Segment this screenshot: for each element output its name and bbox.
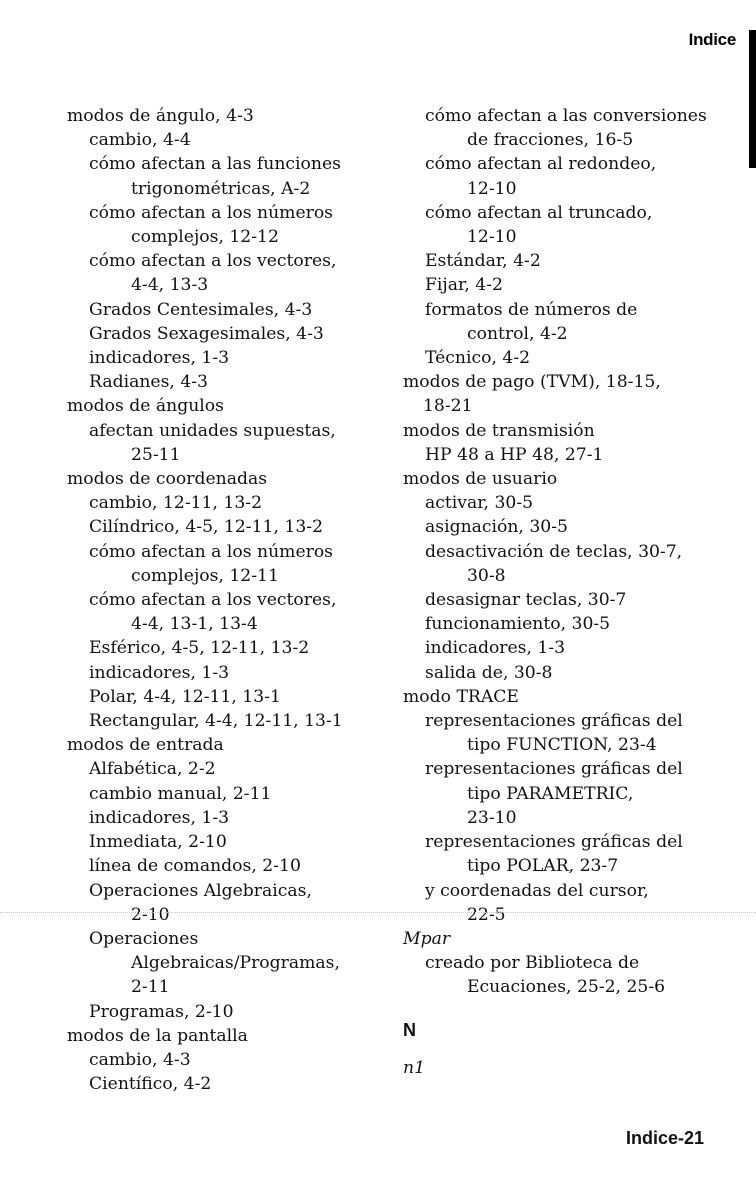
index-subentry — [67, 782, 367, 806]
index-subentry — [403, 588, 713, 612]
index-entry — [403, 1056, 713, 1080]
index-subentry — [67, 1000, 367, 1024]
entry-text: indicadores, 1-3 — [89, 807, 230, 828]
index-subentry — [403, 540, 713, 588]
index-column-left — [67, 104, 367, 1096]
entry-continuation: trigonométricas, A-2 — [131, 178, 311, 199]
index-subentry — [67, 1048, 367, 1072]
index-subentry — [403, 636, 713, 660]
index-subentry — [403, 249, 713, 273]
entry-continuation: Ecuaciones, 25-2, 25-6 — [467, 977, 666, 998]
index-subentry — [67, 322, 367, 346]
entry-continuation: 4-4, 13-3 — [131, 275, 209, 296]
entry-text: cómo afectan a los vectores, — [89, 251, 337, 272]
running-header: Indice — [688, 30, 736, 49]
entry-text: Estándar, 4-2 — [425, 251, 541, 272]
entry-text: Grados Sexagesimales, 4-3 — [89, 323, 324, 344]
entry-text: Fijar, 4-2 — [425, 275, 503, 296]
index-subentry — [67, 346, 367, 370]
entry-text: modos de entrada — [67, 735, 224, 756]
index-entry — [403, 419, 713, 443]
entry-continuation: complejos, 12-12 — [131, 227, 279, 248]
entry-text: modo TRACE — [403, 686, 519, 707]
entry-text: modos de ángulos — [67, 396, 224, 417]
entry-text: indicadores, 1-3 — [425, 638, 566, 659]
index-letter-heading — [403, 1018, 713, 1042]
entry-text: representaciones gráficas del — [425, 711, 683, 732]
index-entry — [67, 733, 367, 757]
entry-text: representaciones gráficas del — [425, 832, 683, 853]
index-subentry — [67, 370, 367, 394]
entry-text: Cilíndrico, 4-5, 12-11, 13-2 — [89, 517, 324, 538]
index-entry — [403, 685, 713, 709]
entry-text: Esférico, 4-5, 12-11, 13-2 — [89, 638, 310, 659]
entry-continuation: tipo PARAMETRIC, — [467, 783, 634, 804]
index-subentry — [403, 879, 713, 927]
entry-text: Programas, 2-10 — [89, 1001, 234, 1022]
entry-text: activar, 30-5 — [425, 493, 534, 514]
index-subentry — [67, 636, 367, 660]
entry-text: representaciones gráficas del — [425, 759, 683, 780]
index-subentry — [67, 491, 367, 515]
index-subentry — [403, 273, 713, 297]
index-subentry — [403, 709, 713, 757]
index-subentry — [67, 1072, 367, 1096]
index-subentry — [403, 346, 713, 370]
entry-text: cómo afectan al redondeo, — [425, 154, 657, 175]
entry-continuation: 12-10 — [467, 227, 517, 248]
index-subentry — [67, 806, 367, 830]
entry-text: y coordenadas del cursor, — [425, 880, 649, 901]
entry-text: Operaciones — [89, 928, 199, 949]
index-subentry — [403, 661, 713, 685]
index-subentry — [403, 443, 713, 467]
index-subentry — [403, 515, 713, 539]
entry-text: modos de coordenadas — [67, 469, 268, 490]
entry-continuation: 23-10 — [467, 807, 517, 828]
entry-text: Operaciones Algebraicas, — [89, 880, 312, 901]
entry-text: Polar, 4-4, 12-11, 13-1 — [89, 686, 281, 707]
index-subentry — [67, 854, 367, 878]
index-subentry — [67, 128, 367, 152]
index-subentry — [403, 298, 713, 346]
thumb-tab-marker — [749, 30, 756, 168]
index-entry — [403, 370, 713, 418]
entry-continuation: tipo POLAR, 23-7 — [467, 856, 619, 877]
entry-text: cómo afectan al truncado, — [425, 202, 653, 223]
entry-continuation: Algebraicas/Programas, — [131, 953, 340, 974]
entry-text: HP 48 a HP 48, 27-1 — [425, 444, 604, 465]
index-subentry — [67, 757, 367, 781]
entry-text: salida de, 30-8 — [425, 662, 553, 683]
index-subentry — [67, 661, 367, 685]
entry-text: creado por Biblioteca de — [425, 953, 640, 974]
entry-text: Rectangular, 4-4, 12-11, 13-1 — [89, 711, 343, 732]
entry-text: Inmediata, 2-10 — [89, 832, 227, 853]
index-subentry — [67, 830, 367, 854]
entry-text: modos de la pantalla — [67, 1025, 248, 1046]
entry-text: modos de ángulo, 4-3 — [67, 106, 254, 126]
entry-continuation: control, 4-2 — [467, 323, 568, 344]
entry-continuation: 22-5 — [467, 904, 506, 925]
index-entry — [67, 394, 367, 418]
entry-text: formatos de números de — [425, 299, 638, 320]
entry-text: afectan unidades supuestas, — [89, 420, 336, 441]
entry-continuation: 2-10 — [131, 904, 170, 925]
entry-text: cambio, 4-3 — [89, 1049, 191, 1070]
index-subentry — [403, 830, 713, 878]
entry-text: Grados Centesimales, 4-3 — [89, 299, 313, 320]
entry-text: cómo afectan a las conversiones — [425, 106, 707, 126]
entry-continuation: 4-4, 13-1, 13-4 — [131, 614, 258, 635]
index-entry — [67, 104, 367, 128]
entry-text: cómo afectan a las funciones — [89, 154, 341, 175]
index-subentry — [403, 491, 713, 515]
entry-text: indicadores, 1-3 — [89, 348, 230, 369]
entry-continuation: 25-11 — [131, 444, 181, 465]
page-number: Indice-21 — [625, 1128, 704, 1148]
index-subentry — [67, 709, 367, 733]
index-subentry — [403, 201, 713, 249]
index-subentry — [67, 298, 367, 322]
entry-continuation: de fracciones, 16-5 — [467, 130, 634, 151]
index-subentry — [67, 419, 367, 467]
entry-text: n1 — [403, 1057, 426, 1078]
index-subentry — [67, 515, 367, 539]
entry-text: cómo afectan a los números — [89, 541, 334, 562]
entry-text: cambio, 4-4 — [89, 130, 191, 151]
entry-text: desasignar teclas, 30-7 — [425, 590, 627, 611]
entry-text: funcionamiento, 30-5 — [425, 614, 611, 635]
entry-text: cambio manual, 2-11 — [89, 783, 272, 804]
entry-text: modos de transmisión — [403, 420, 595, 441]
entry-text: Radianes, 4-3 — [89, 372, 208, 393]
index-entry — [67, 1024, 367, 1048]
entry-text: cómo afectan a los números — [89, 202, 334, 223]
index-subentry — [403, 951, 713, 999]
entry-continuation: 18-21 — [423, 396, 473, 417]
entry-text: Alfabética, 2-2 — [89, 759, 216, 780]
entry-continuation: complejos, 12-11 — [131, 565, 279, 586]
entry-text: cómo afectan a los vectores, — [89, 590, 337, 611]
entry-text: asignación, 30-5 — [425, 517, 568, 538]
entry-text: Científico, 4-2 — [89, 1074, 212, 1095]
entry-text: Mpar — [403, 928, 451, 949]
index-subentry — [67, 685, 367, 709]
index-subentry — [403, 104, 713, 152]
scan-fold-line — [0, 912, 756, 913]
index-subentry — [403, 612, 713, 636]
entry-text: Técnico, 4-2 — [425, 348, 531, 369]
index-subentry — [67, 249, 367, 297]
index-subentry — [67, 201, 367, 249]
index-subentry — [67, 927, 367, 1000]
index-entry — [67, 467, 367, 491]
entry-text: indicadores, 1-3 — [89, 662, 230, 683]
index-subentry — [403, 152, 713, 200]
index-subentry — [67, 588, 367, 636]
entry-text: N — [403, 1019, 416, 1040]
index-subentry — [67, 540, 367, 588]
index-entry — [403, 467, 713, 491]
index-column-right — [403, 104, 713, 1080]
entry-text: desactivación de teclas, 30-7, — [425, 541, 683, 562]
index-subentry — [67, 879, 367, 927]
entry-continuation: 12-10 — [467, 178, 517, 199]
entry-text: línea de comandos, 2-10 — [89, 856, 301, 877]
entry-continuation: 30-8 — [467, 565, 506, 586]
index-entry — [403, 927, 713, 951]
entry-text: cambio, 12-11, 13-2 — [89, 493, 263, 514]
index-subentry — [403, 757, 713, 830]
entry-text: modos de pago (TVM), 18-15, — [403, 372, 661, 393]
entry-continuation: tipo FUNCTION, 23-4 — [467, 735, 657, 756]
index-subentry — [67, 152, 367, 200]
entry-text: modos de usuario — [403, 469, 558, 490]
entry-continuation: 2-11 — [131, 977, 170, 998]
